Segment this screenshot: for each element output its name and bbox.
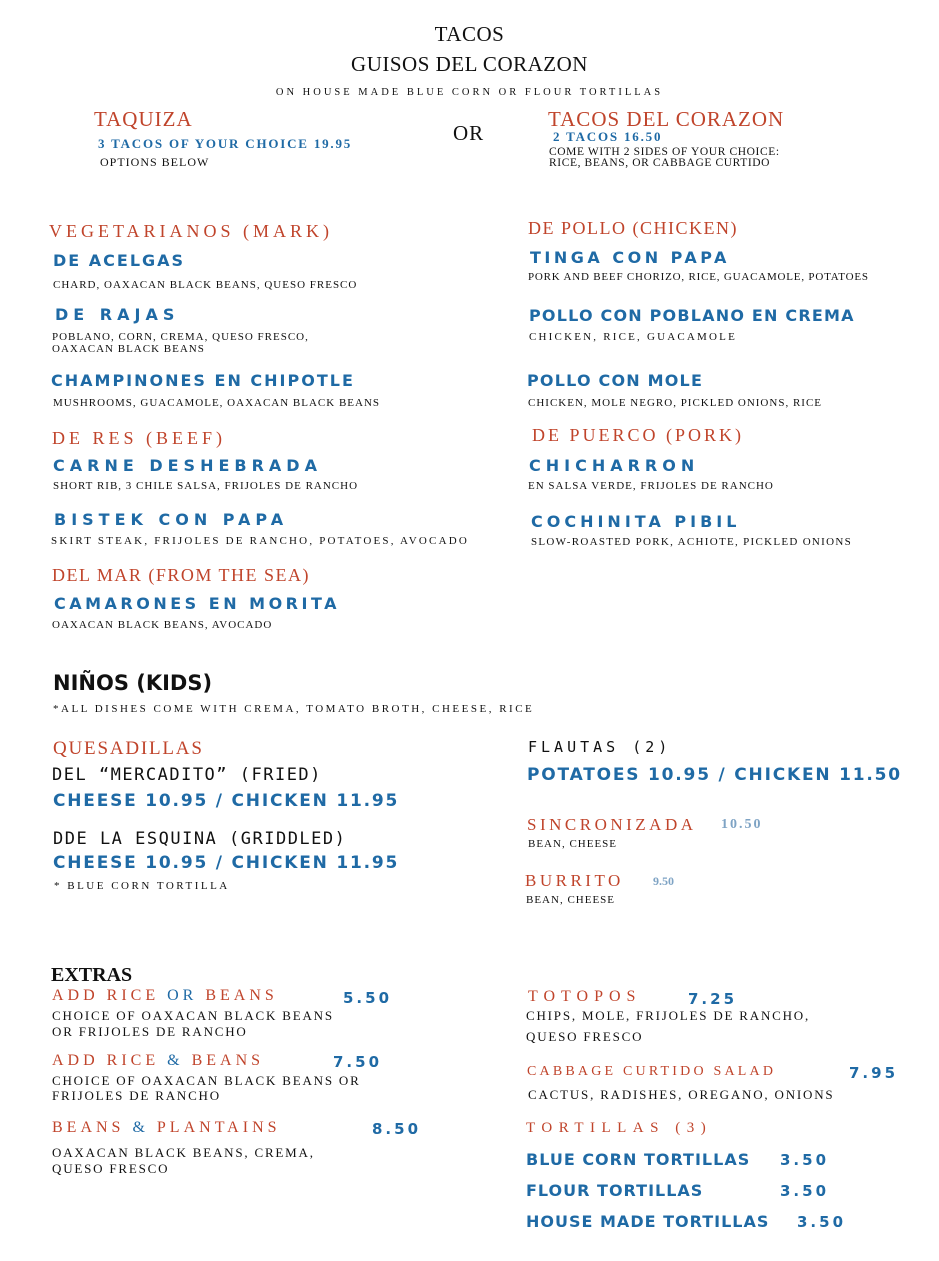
extra-add-rice-or-beans-a: ADD RICE (52, 987, 168, 1004)
desc-camarones-en-morita: OAXACAN BLACK BEANS, AVOCADO (52, 619, 273, 631)
kids-burrito-price: 9.50 (653, 874, 674, 888)
tortilla-blue-corn: BLUE CORN TORTILLAS (526, 1150, 751, 1169)
extra-add-rice-or-beans-b: OR (167, 987, 198, 1004)
tacos-del-corazon-note-2: RICE, BEANS, OR CABBAGE CURTIDO (549, 157, 771, 169)
tortilla-house-made: HOUSE MADE TORTILLAS (526, 1212, 770, 1231)
section-del-mar: DEL MAR (FROM THE SEA) (52, 565, 311, 585)
item-pollo-con-mole: POLLO CON MOLE (527, 371, 704, 390)
tacos-del-corazon-title: TACOS DEL CORAZON (548, 107, 785, 131)
extra-add-rice-and-beans-desc-2: FRIJOLES DE RANCHO (52, 1088, 221, 1103)
extra-add-rice-and-beans-b: & (167, 1052, 184, 1069)
extra-beans-and-plantains-desc-1: OAXACAN BLACK BEANS, CREMA, (52, 1145, 315, 1160)
extra-add-rice-and-beans-c: BEANS (183, 1052, 265, 1069)
extra-cabbage-curtido-salad-desc: CACTUS, RADISHES, OREGANO, ONIONS (528, 1087, 835, 1102)
desc-bistek-con-papa: SKIRT STEAK, FRIJOLES DE RANCHO, POTATOES, AVOCADO (51, 535, 470, 547)
section-de-pollo: DE POLLO (CHICKEN) (528, 218, 738, 238)
kids-esquina: DDE LA ESQUINA (GRIDDLED) (53, 829, 347, 849)
item-tinga-con-papa: TINGA CON PAPA (530, 248, 730, 267)
section-de-puerco: DE PUERCO (PORK) (532, 425, 745, 445)
tortilla-blue-corn-price: 3.50 (780, 1151, 830, 1169)
item-pollo-con-poblano-en-crema: POLLO CON POBLANO EN CREMA (529, 306, 855, 325)
extra-cabbage-curtido-salad-price: 7.95 (849, 1064, 899, 1082)
extra-add-rice-and-beans-a: ADD RICE (52, 1052, 168, 1069)
desc-pollo-con-mole: CHICKEN, MOLE NEGRO, PICKLED ONIONS, RICE (528, 397, 822, 409)
extra-beans-and-plantains-a: BEANS (52, 1119, 133, 1136)
desc-pollo-con-poblano-en-crema: CHICKEN, RICE, GUACAMOLE (529, 331, 738, 343)
desc-champinones-en-chipotle: MUSHROOMS, GUACAMOLE, OAXACAN BLACK BEANS (53, 397, 381, 409)
kids-sincronizada-desc: BEAN, CHEESE (528, 838, 617, 850)
menu-tagline: ON HOUSE MADE BLUE CORN OR FLOUR TORTILLAS (275, 87, 664, 98)
extra-totopos-desc-1: CHIPS, MOLE, FRIJOLES DE RANCHO, (526, 1008, 811, 1023)
extra-add-rice-or-beans-c: BEANS (197, 987, 278, 1004)
kids-sincronizada-title: SINCRONIZADA (527, 815, 697, 834)
extra-totopos: TOTOPOS (528, 988, 642, 1005)
kids-note: *ALL DISHES COME WITH CREMA, TOMATO BROTH, CHEESE, RICE (53, 703, 535, 715)
tortilla-flour: FLOUR TORTILLAS (526, 1181, 704, 1200)
item-de-rajas: DE RAJAS (55, 305, 180, 324)
section-ninos: NIÑOS (KIDS) (53, 671, 213, 695)
extra-add-rice-and-beans-desc-1: CHOICE OF OAXACAN BLACK BEANS OR (52, 1073, 361, 1088)
extra-cabbage-curtido-salad: CABBAGE CURTIDO SALAD (527, 1064, 777, 1079)
section-de-res: DE RES (BEEF) (52, 428, 227, 448)
extra-beans-and-plantains-b: & (132, 1119, 149, 1136)
extra-add-rice-or-beans-desc-2: OR FRIJOLES DE RANCHO (52, 1024, 248, 1039)
item-carne-deshebrada: CARNE DESHEBRADA (53, 456, 322, 475)
extra-tortillas-title: TORTILLAS (3) (526, 1120, 713, 1136)
desc-de-acelgas: CHARD, OAXACAN BLACK BEANS, QUESO FRESCO (53, 279, 358, 291)
extra-add-rice-and-beans-price: 7.50 (333, 1053, 383, 1071)
kids-burrito-title: BURRITO (525, 871, 624, 890)
desc-de-rajas-1: POBLANO, CORN, CREMA, QUESO FRESCO, (52, 331, 309, 343)
extra-beans-and-plantains-price: 8.50 (372, 1120, 422, 1138)
item-champinones-en-chipotle: CHAMPINONES EN CHIPOTLE (51, 371, 355, 390)
kids-mercadito: DEL “MERCADITO” (FRIED) (52, 765, 322, 785)
item-chicharron: CHICHARRON (529, 456, 700, 475)
taquiza-note: OPTIONS BELOW (100, 155, 210, 169)
or-divider: OR (453, 121, 485, 145)
desc-tinga-con-papa: PORK AND BEEF CHORIZO, RICE, GUACAMOLE, POTATOES (528, 271, 869, 283)
extra-beans-and-plantains-desc-2: QUESO FRESCO (52, 1161, 170, 1176)
menu-subtitle-title: GUISOS DEL CORAZON (351, 52, 588, 76)
tacos-del-corazon-note-1: COME WITH 2 SIDES OF YOUR CHOICE: (549, 146, 780, 158)
extra-add-rice-or-beans (52, 987, 278, 1005)
extra-add-rice-or-beans-desc-1: CHOICE OF OAXACAN BLACK BEANS (52, 1008, 334, 1023)
kids-quesadillas-title: QUESADILLAS (53, 738, 204, 759)
item-camarones-en-morita: CAMARONES EN MORITA (54, 594, 341, 613)
item-de-acelgas: DE ACELGAS (53, 251, 186, 270)
section-vegetarianos: VEGETARIANOS (MARK) (49, 221, 334, 241)
tortilla-flour-price: 3.50 (780, 1182, 830, 1200)
item-cochinita-pibil: COCHINITA PIBIL (531, 512, 741, 531)
kids-burrito-desc: BEAN, CHEESE (526, 894, 615, 906)
kids-blue-corn-note: * BLUE CORN TORTILLA (54, 880, 230, 892)
section-extras: EXTRAS (51, 964, 133, 986)
extra-beans-and-plantains (52, 1119, 281, 1137)
item-bistek-con-papa: BISTEK CON PAPA (54, 510, 289, 529)
extra-add-rice-or-beans-price: 5.50 (343, 989, 393, 1007)
desc-chicharron: EN SALSA VERDE, FRIJOLES DE RANCHO (528, 480, 774, 492)
menu-title: TACOS (434, 22, 505, 46)
tortilla-house-made-price: 3.50 (797, 1213, 847, 1231)
extra-totopos-desc-2: QUESO FRESCO (526, 1029, 644, 1044)
extra-totopos-price: 7.25 (688, 990, 738, 1008)
kids-flautas-price: POTATOES 10.95 / CHICKEN 11.50 (527, 765, 902, 785)
taquiza-price-line: 3 TACOS OF YOUR CHOICE 19.95 (98, 136, 353, 151)
kids-flautas-title: FLAUTAS (2) (528, 738, 672, 756)
kids-sincronizada-price: 10.50 (721, 817, 763, 832)
taquiza-title: TAQUIZA (94, 107, 193, 131)
desc-de-rajas-2: OAXACAN BLACK BEANS (52, 343, 205, 355)
desc-cochinita-pibil: SLOW-ROASTED PORK, ACHIOTE, PICKLED ONIONS (531, 536, 853, 548)
extra-beans-and-plantains-c: PLANTAINS (148, 1119, 281, 1136)
desc-carne-deshebrada: SHORT RIB, 3 CHILE SALSA, FRIJOLES DE RANCHO (53, 480, 359, 492)
tacos-del-corazon-price-line: 2 TACOS 16.50 (553, 129, 663, 144)
extra-add-rice-and-beans (52, 1052, 264, 1070)
kids-mercadito-price: CHEESE 10.95 / CHICKEN 11.95 (53, 791, 400, 811)
kids-esquina-price: CHEESE 10.95 / CHICKEN 11.95 (53, 853, 400, 873)
